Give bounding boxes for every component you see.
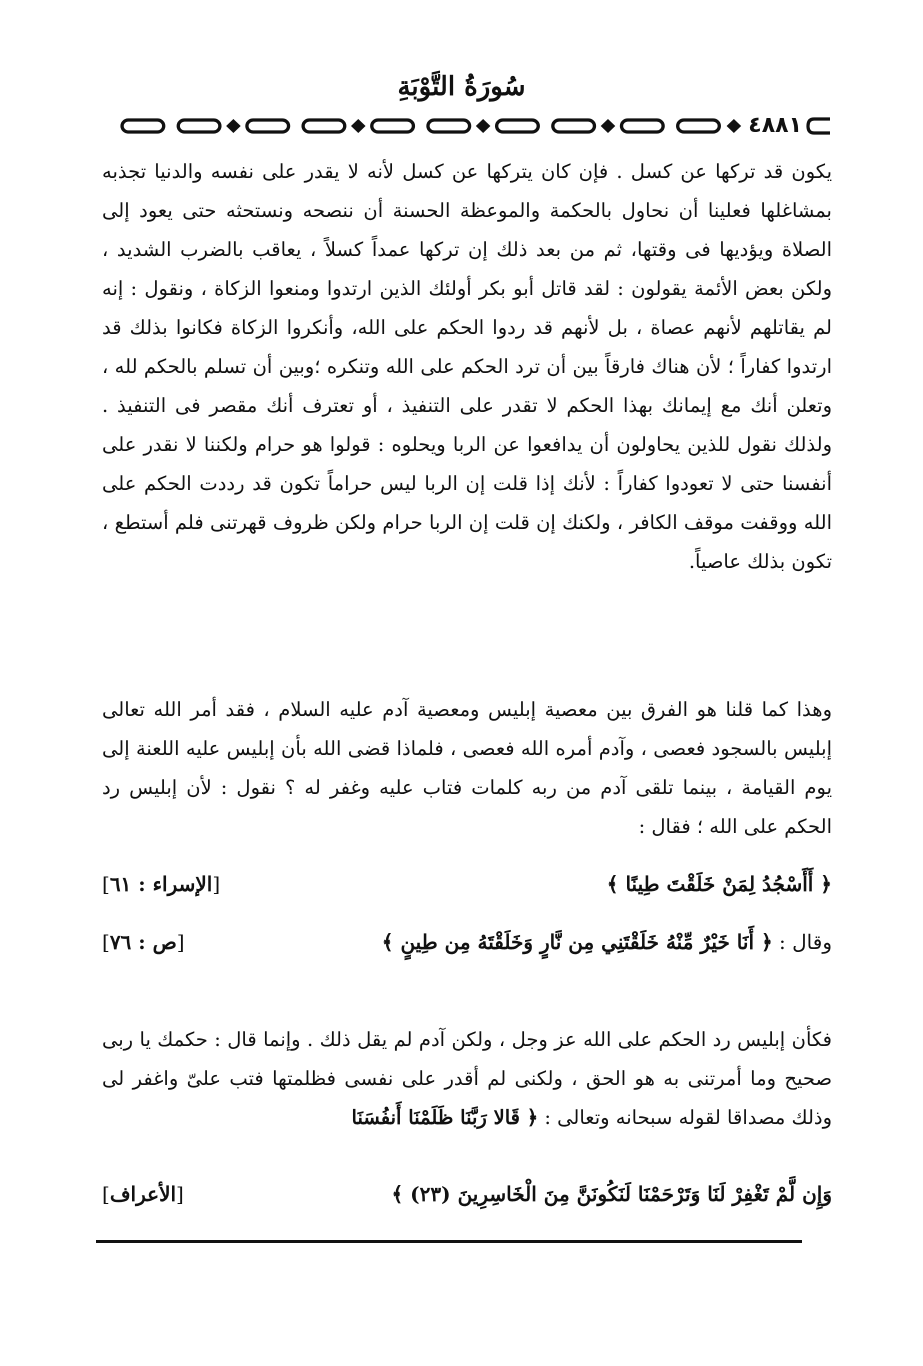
paragraph-3-text bbox=[102, 1020, 832, 1137]
bracket-open: [ bbox=[212, 872, 221, 896]
quran-verse-2 bbox=[102, 922, 832, 962]
quran-verse-3-text: وَإِن لَّمْ تَغْفِرْ لَنَا وَتَرْحَمْنَا لَنَكُونَنَّ مِنَ الْخَاسِرِينَ (٢٣) ﴾ bbox=[391, 1182, 832, 1206]
bracket-close: ] bbox=[102, 1182, 110, 1206]
quran-verse-2-line bbox=[382, 922, 832, 962]
surah-title: سُورَةُ التَّوْبَةِ bbox=[397, 72, 526, 102]
verse-1-reference bbox=[102, 864, 220, 904]
paragraph-2-text: وهذا كما قلنا هو الفرق بين معصية إبليس ومعصية آدم عليه السلام ، فقد أمر الله تعالى إبليس بالسجود فعصى ، وآدم أمره الله فعصى ، فلماذا قضى الله بأن إبليس عليه اللعنة إلى يوم القيامة ، بينما تلقى آدم من ربه كلمات فتاب عليه وغفر له ؟ نقول : لأن إبليس رد الحكم على الله ؛ فقال : bbox=[102, 698, 832, 838]
paragraph-3-body: فكأن إبليس رد الحكم على الله عز وجل ، ولكن آدم لم يقل ذلك . وإنما قال : حكمك يا ربى صحيح وما أمرتنى به هو الحق ، ولكنى لم أقدر على نفسى فظلمتها فتب علىّ واغفر لى وذلك مصداقا لقوله سبحانه وتعالى : bbox=[102, 1028, 832, 1129]
quran-verse-2-prefix: وقال : bbox=[779, 930, 832, 954]
verse-3-reference bbox=[102, 1174, 184, 1214]
paragraph-1 bbox=[102, 152, 832, 581]
quran-verse-1 bbox=[102, 864, 832, 904]
quran-verse-2-text: ﴿ أَنَا خَيْرٌ مِّنْهُ خَلَقْتَنِي مِن نَّارٍ وَخَلَقْتَهُ مِن طِينٍ ﴾ bbox=[381, 930, 773, 954]
paragraph-1-text: يكون قد تركها عن كسل . فإن كان يتركها عن كسل لأنه لا يقدر على نفسه والدنيا تجذبه بمشاغلها فعلينا أن نحاول بالحكمة والموعظة الحسنة أن ننصحه ونستحثه حتى يعود إلى الصلاة ويؤديها فى وقتها، ثم من بعد ذلك إن تركها عمداً كسلاً ، يعاقب بالضرب الشديد ، ولكن بعض الأئمة يقولون : لقد قاتل أبو بكر أولئك الذين ارتدوا ومنعوا الزكاة ، ونقول : إنه لم يقاتلهم لأنهم عصاة ، بل لأنهم قد ردوا الحكم على الله، وأنكروا الزكاة فكانوا بذلك قد ارتدوا كفاراً ؛ لأن هناك فارقاً بين أن ترد الحكم على الله وتنكره ؛وبين أن تسلم بالحكم لله ، وتعلن أنك مع إيمانك بهذا الحكم لا تقدر على التنفيذ ، أو تعترف أنك مقصر فى التنفيذ . ولذلك نقول للذين يحاولون أن يدافعوا عن الربا ويحلوه : قولوا هو حرام ولكننا لا نقدر على أنفسنا حتى لا تعودوا كفاراً : لأنك إذا قلت إن الربا ليس حراماً تكون قد رددت الحكم على الله ووقفت موقف الكافر ، ولكنك إن قلت إن الربا حرام ولكن ظروف قهرتنى فلم أستطع ، تكون بذلك عاصياً. bbox=[102, 160, 832, 573]
paragraph-3-quran: ﴿ قَالا رَبَّنَا ظَلَمْنَا أَنفُسَنَا bbox=[351, 1106, 539, 1129]
verse-2-reference bbox=[102, 922, 185, 962]
header-ornament-bar bbox=[120, 112, 832, 140]
bracket-close: ] bbox=[102, 872, 110, 896]
bracket-ornament-icon bbox=[806, 112, 832, 140]
verse-3-reference-text: الأعراف bbox=[109, 1182, 177, 1206]
quran-verse-1-text: ﴿ أَأَسْجُدُ لِمَنْ خَلَقْتَ طِينًا ﴾ bbox=[606, 872, 832, 896]
chain-ornament-icon bbox=[120, 112, 744, 140]
verse-1-reference-text: الإسراء : ٦١ bbox=[109, 872, 213, 896]
quran-verse-3 bbox=[102, 1174, 832, 1214]
paragraph-2 bbox=[102, 690, 832, 846]
bracket-close: ] bbox=[102, 930, 110, 954]
paragraph-3 bbox=[102, 1020, 832, 1137]
footer-divider bbox=[96, 1240, 802, 1243]
verse-2-reference-text: ص : ٧٦ bbox=[109, 930, 177, 954]
page-number: ٤٨٨١ bbox=[748, 113, 802, 138]
bracket-open: [ bbox=[176, 930, 185, 954]
bracket-open: [ bbox=[176, 1182, 184, 1206]
